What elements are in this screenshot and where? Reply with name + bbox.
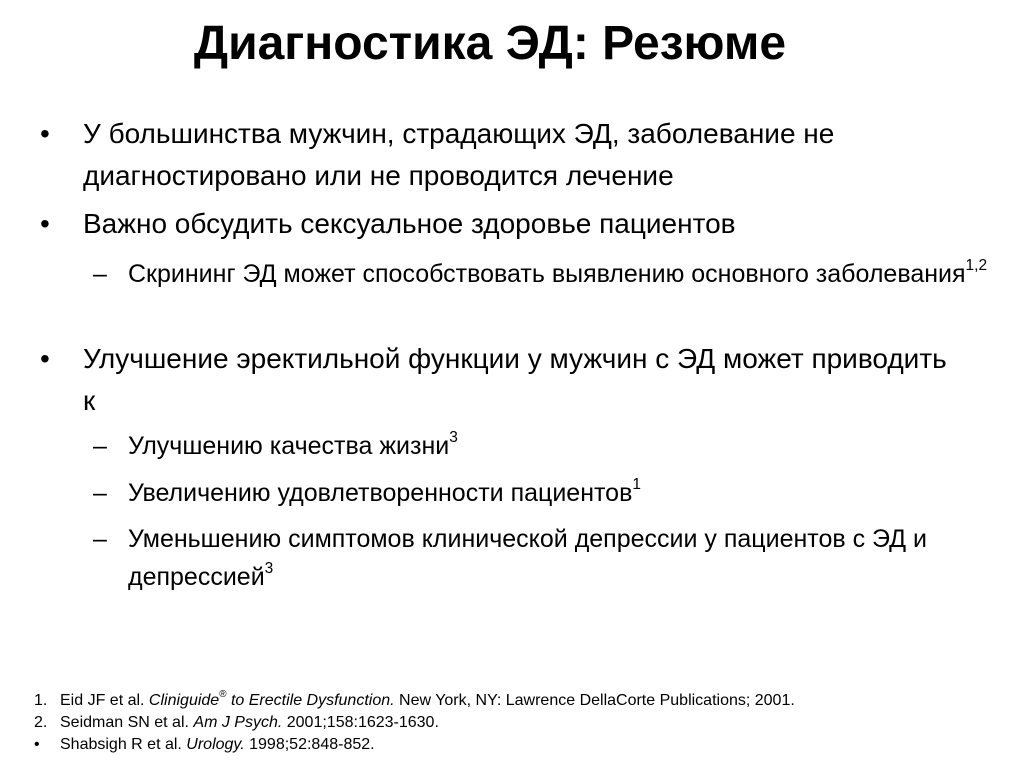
reference-text: Shabsigh R et al. Urology. 1998;52:848-852. <box>60 736 375 753</box>
reference-text: Seidman SN et al. Am J Psych. 2001;158:1623-1630. <box>60 714 439 731</box>
bullet-marker: • <box>40 208 50 239</box>
references <box>12 690 1012 756</box>
bullet-marker: • <box>40 118 50 149</box>
sub-bullet-text: Улучшению качества жизни$^3$ <box>128 429 458 460</box>
sub-bullet-text: Уменьшению симптомов клинической депрессии у пациентов с ЭД и депрессией$^3$ <box>128 525 928 591</box>
dash-marker: – <box>93 432 107 460</box>
dash-marker: – <box>93 260 107 288</box>
bullet-text: У большинства мужчин, страдающих ЭД, заболевание не диагностировано или не проводится лечение <box>83 118 835 191</box>
reference-marker: 1. <box>34 692 48 709</box>
bullet-text: Важно обсудить сексуальное здоровье пациентов <box>83 208 736 239</box>
reference-text: Eid JF et al. Cliniguide® to Erectile Dysfunction. New York, NY: Lawrence DellaCorte Publications; 2001. <box>60 689 795 709</box>
reference-item <box>12 734 1012 756</box>
dash-marker: – <box>93 525 107 553</box>
slide-title: Диагностика ЭД: Резюме <box>193 17 787 70</box>
reference-marker: • <box>34 736 40 753</box>
sub-bullet-text: Увеличению удовлетворенности пациентов$^1$ <box>128 476 641 507</box>
reference-item <box>12 712 1012 734</box>
reference-item <box>12 690 1012 712</box>
sub-bullet-text: Скрининг ЭД может способствовать выявлению основного заболевания$^{1,2}$ <box>128 257 988 288</box>
dash-marker: – <box>93 479 107 507</box>
bullet-marker: • <box>40 343 50 374</box>
reference-marker: 2. <box>34 714 48 731</box>
bullet-text: Улучшение эректильной функции у мужчин с ЭД может приводить к <box>83 343 947 416</box>
